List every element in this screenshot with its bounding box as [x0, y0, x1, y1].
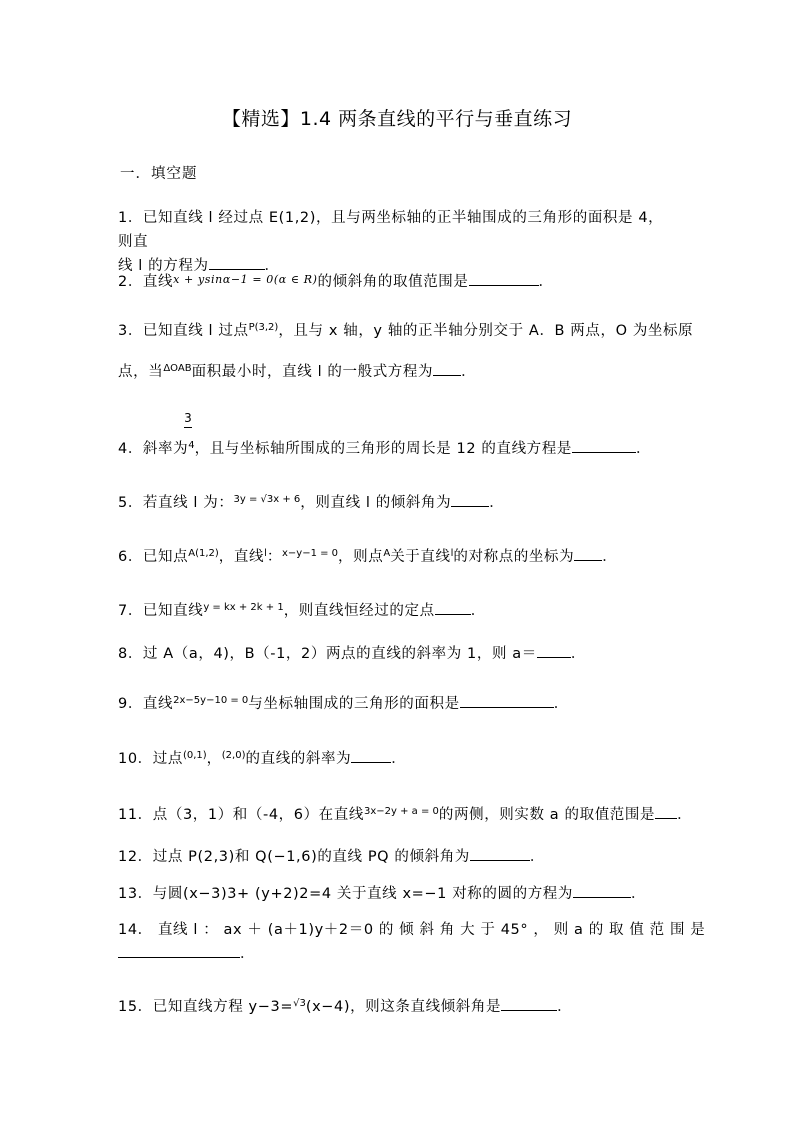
answer-blank[interactable]: [573, 885, 631, 898]
question-6-text: ，直线: [218, 549, 265, 565]
math-expression: l: [450, 548, 454, 559]
question-9-text-post: 与坐标轴围成的三角形的面积是: [248, 696, 460, 712]
question-9-text: 9．直线: [118, 696, 174, 712]
question-7-text: 7．已知直线: [118, 603, 204, 619]
math-expression: A: [383, 548, 391, 559]
question-1-line-1: 1．已知直线 l 经过点 E(1,2)，且与两坐标轴的正半轴围成的三角形的面积是 4，则直: [118, 210, 664, 250]
math-expression: √3: [293, 998, 306, 1009]
question-10-text: ，: [206, 751, 222, 767]
math-expression: 3x−2y + a = 0: [363, 806, 439, 817]
question-14-line-1: 14． 直线 l ： ax ＋ (a＋1)y＋2＝0 的 倾 斜 角 大 于 45° ， 则 a 的 取 值 范 围 是: [118, 922, 706, 938]
question-11: [118, 800, 693, 827]
answer-blank[interactable]: [351, 750, 391, 763]
question-end: ．: [470, 603, 486, 619]
answer-blank[interactable]: [501, 998, 557, 1011]
question-end: ．: [557, 999, 573, 1015]
question-end: ．: [489, 495, 505, 511]
math-expression: l: [264, 548, 267, 559]
math-expression: (0,1): [182, 750, 207, 761]
answer-blank[interactable]: [655, 806, 677, 819]
math-expression: A(1,2): [188, 548, 219, 559]
question-end: ．: [602, 549, 618, 565]
question-6-text: ，则点: [338, 549, 384, 565]
question-10: [118, 744, 678, 771]
question-6-text: 关于直线: [390, 549, 451, 565]
question-13: [118, 882, 678, 906]
question-7-text-post: ，则直线恒经过的定点: [283, 603, 435, 619]
question-11-text: 11．点（3，1）和（-4，6）在直线: [118, 807, 364, 823]
question-3-text-post: 面积最小时，直线 l 的一般式方程为: [191, 364, 434, 380]
question-4-text: 4．斜率为: [118, 441, 189, 457]
answer-blank[interactable]: [470, 848, 530, 861]
question-4: [118, 434, 678, 461]
answer-blank[interactable]: [469, 273, 539, 286]
question-9: [118, 689, 678, 716]
question-5-text-post: ，则直线 l 的倾斜角为: [300, 495, 452, 511]
answer-blank[interactable]: [574, 548, 602, 561]
question-15: [118, 992, 678, 1019]
answer-blank[interactable]: [451, 494, 489, 507]
question-12: [118, 845, 678, 869]
fraction-numerator: 3: [184, 411, 192, 425]
question-6-text-post: 的对称点的坐标为: [453, 549, 575, 565]
question-end: ．: [264, 258, 280, 274]
math-expression: P(3,2): [248, 322, 279, 333]
question-7: [118, 596, 678, 623]
math-expression: x−y−1 = 0: [281, 548, 339, 559]
question-end: ．: [529, 849, 546, 865]
question-10-text: 10．过点: [118, 751, 183, 767]
question-end: ．: [570, 646, 586, 662]
section-heading: 一．填空题: [120, 166, 198, 182]
question-3-text: 3．已知直线 l 过点: [118, 323, 249, 339]
question-3-line-2: [118, 357, 678, 384]
question-2-text-post: 的倾斜角的取值范围是: [317, 274, 469, 290]
answer-blank[interactable]: [435, 602, 471, 615]
question-8: [118, 642, 678, 666]
question-end: ．: [538, 274, 554, 290]
question-6: [118, 542, 678, 569]
question-14-line-2: [118, 942, 678, 966]
answer-blank[interactable]: [118, 945, 240, 958]
question-3-text-mid: ，且与 x 轴，y 轴的正半轴分别交于 A．B 两点，O 为坐标原: [278, 323, 694, 339]
math-expression: x + ysinα−1 = 0(α ∈ R): [173, 273, 318, 286]
question-2-text: 2．直线: [118, 274, 174, 290]
answer-blank[interactable]: [572, 440, 636, 453]
question-2: [118, 268, 678, 294]
question-end: ．: [461, 364, 477, 380]
math-expression: 2x−5y−10 = 0: [173, 695, 249, 706]
question-11-text-post: 的两侧，则实数 a 的取值范围是: [438, 807, 656, 823]
question-end: ．: [677, 807, 693, 823]
question-end: ．: [635, 441, 652, 457]
question-6-text: ：: [266, 549, 282, 565]
answer-blank[interactable]: [537, 645, 571, 658]
question-4-text-post: ，且与坐标轴所围成的三角形的周长是 12 的直线方程是: [194, 441, 572, 457]
question-5: [118, 488, 678, 515]
question-15-text: 15．已知直线方程 y−3=: [118, 999, 294, 1015]
fraction: [183, 411, 193, 428]
question-12-text: 12．过点 P(2,3)和 Q(−1,6)的直线 PQ 的倾斜角为: [118, 849, 470, 865]
question-end: ．: [553, 696, 569, 712]
math-expression: ΔOAB: [163, 363, 192, 374]
question-10-text-post: 的直线的斜率为: [245, 751, 352, 767]
question-8-text: 8．过 A（a，4)，B（-1，2）两点的直线的斜率为 1，则 a＝: [118, 646, 537, 662]
question-6-text: 6．已知点: [118, 549, 189, 565]
math-expression: 3y = √3x + 6: [233, 494, 301, 505]
question-end: ．: [240, 946, 256, 962]
math-expression: (2,0): [221, 750, 246, 761]
answer-blank[interactable]: [433, 363, 461, 376]
question-3: [118, 316, 694, 343]
answer-blank[interactable]: [460, 695, 554, 708]
fraction-bar: [184, 427, 192, 428]
question-end: ．: [631, 886, 647, 902]
question-13-text: 13．与圆(x−3)3+ (y+2)2=4 关于直线 x=−1 对称的圆的方程为: [118, 886, 574, 902]
question-1-text: 线 l 的方程为: [118, 258, 209, 274]
fraction-denominator: 4: [188, 440, 195, 451]
math-expression: y = kx + 2k + 1: [203, 602, 284, 613]
question-15-text-post: (x−4)，则这条直线倾斜角是: [305, 999, 502, 1015]
question-3-text: 点，当: [118, 364, 164, 380]
question-end: ．: [391, 751, 407, 767]
question-5-text: 5．若直线 l 为：: [118, 495, 234, 511]
page-title: 【精选】1.4 两条直线的平行与垂直练习: [221, 108, 573, 130]
question-14: [118, 918, 706, 966]
